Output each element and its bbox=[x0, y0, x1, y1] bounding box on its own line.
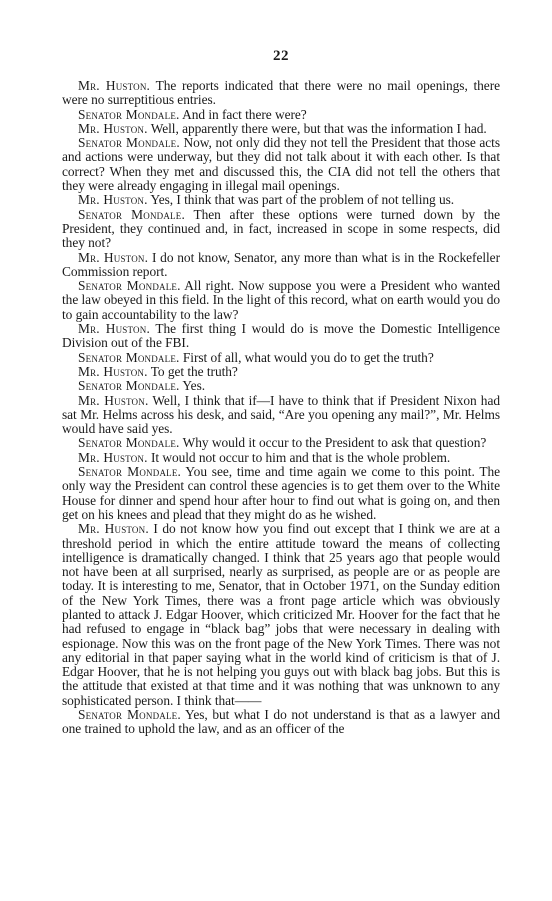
transcript-paragraph bbox=[62, 208, 500, 251]
speaker-name: Mr. Huston. bbox=[78, 192, 148, 208]
speech-text: Yes, but what I do not understand is that as a lawyer and one trained to uphold the law, and as an officer of the bbox=[62, 707, 500, 737]
speech-text: Now, not only did they not tell the President that those acts and actions were underway, but they did not talk about it with each other. Is that correct? When they met and discussed this, the CIA did not tell the others that they were already engaging in illegal mail openings. bbox=[62, 135, 500, 194]
transcript-paragraph bbox=[62, 79, 500, 108]
transcript-paragraph bbox=[62, 136, 500, 193]
speaker-name: Mr. Huston. bbox=[78, 321, 150, 337]
speaker-name: Senator Mondale. bbox=[78, 206, 186, 222]
transcript-paragraph bbox=[62, 465, 500, 522]
speaker-name: Senator Mondale. bbox=[78, 349, 180, 365]
speech-text: Well, I think that if—I have to think that if President Nixon had sat Mr. Helms across his desk, and said, “Are you opening any mail?”, Mr. Helms would have said yes. bbox=[62, 392, 500, 437]
transcript-paragraph bbox=[62, 251, 500, 280]
transcript-paragraph bbox=[62, 193, 500, 207]
speech-text: It would not occur to him and that is the whole problem. bbox=[147, 449, 451, 465]
document-page bbox=[62, 48, 500, 737]
transcript-paragraph bbox=[62, 394, 500, 437]
speaker-name: Senator Mondale. bbox=[78, 707, 181, 723]
speaker-name: Senator Mondale. bbox=[78, 135, 180, 151]
speaker-name: Senator Mondale. bbox=[78, 278, 181, 294]
transcript-paragraph bbox=[62, 365, 500, 379]
speech-text: The reports indicated that there were no mail openings, there were no surreptitious entries. bbox=[62, 78, 500, 108]
speech-text: You see, time and time again we come to this point. The only way the President can control these agencies is to get them over to the White House for dinner and spend hour after hour to find out what is going on, and then get on his knees and plead that they might do as he wished. bbox=[62, 464, 500, 522]
transcript-paragraph bbox=[62, 322, 500, 351]
speaker-name: Senator Mondale. bbox=[78, 464, 182, 480]
speech-text: Yes, I think that was part of the problem of not telling us. bbox=[147, 192, 455, 208]
speaker-name: Mr. Huston. bbox=[78, 521, 149, 537]
transcript-paragraph bbox=[62, 451, 500, 465]
speaker-name: Senator Mondale. bbox=[78, 435, 180, 451]
speech-text: First of all, what would you do to get the truth? bbox=[179, 349, 434, 365]
speaker-name: Mr. Huston. bbox=[78, 78, 151, 93]
transcript-paragraph bbox=[62, 708, 500, 737]
speech-text: Well, apparently there were, but that was the information I had. bbox=[147, 120, 487, 136]
speaker-name: Mr. Huston. bbox=[78, 120, 148, 136]
transcript-paragraph bbox=[62, 122, 500, 136]
speech-text: The first thing I would do is move the Domestic Intelligence Division out of the FBI. bbox=[62, 321, 500, 351]
transcript-paragraph bbox=[62, 108, 500, 122]
transcript-body bbox=[62, 79, 500, 737]
transcript-paragraph bbox=[62, 436, 500, 450]
speaker-name: Mr. Huston. bbox=[78, 449, 148, 465]
speaker-name: Mr. Huston. bbox=[78, 363, 148, 379]
speech-text: I do not know, Senator, any more than what is in the Rockefeller Commission report. bbox=[62, 249, 500, 279]
speech-text: Then after these options were turned down by the President, they continued and, in fact, increased in scope in some respects, did they not? bbox=[62, 206, 500, 251]
transcript-paragraph bbox=[62, 279, 500, 322]
speaker-name: Senator Mondale. bbox=[78, 106, 180, 122]
speaker-name: Mr. Huston. bbox=[78, 249, 149, 265]
speech-text: Yes. bbox=[179, 378, 206, 394]
speech-text: And in fact there were? bbox=[179, 106, 307, 122]
transcript-paragraph bbox=[62, 379, 500, 393]
speech-text: Why would it occur to the President to ask that question? bbox=[179, 435, 487, 451]
page-number: 22 bbox=[273, 48, 289, 64]
speech-text: All right. Now suppose you were a President who wanted the law obeyed in this field. In the light of this record, what on earth would you do to gain accountability to the law? bbox=[62, 278, 500, 322]
speaker-name: Senator Mondale. bbox=[78, 378, 180, 394]
transcript-paragraph bbox=[62, 522, 500, 708]
speech-text: I do not know how you find out except that I think we are at a threshold period in which the entire attitude toward the means of collecting intelligence is dramatically changed. I think that 25 years ago that people would not have been at all surprised, nearly as surprised, as people are or as people are today. It is interesting to me, Senator, that in October 1971, on the Sunday edition of the New York Times, there was a front page article which was obviously planted to attack J. Edgar Hoover, which criticized Mr. Hoover for the fact that he had refused to engage in “black bag” jobs that were necessary in dealing with espionage. Now this was on the front page of the New York Times. There was not any editorial in that paper saying what in the world kind of criticism is that of J. Edgar Hoover, that he is not helping you guys out with black bag jobs. But this is the attitude that existed at that time and it was nothing that was unknown to any sophisticated person. I think that—— bbox=[62, 521, 500, 708]
speaker-name: Mr. Huston. bbox=[78, 392, 149, 408]
transcript-paragraph bbox=[62, 351, 500, 365]
speech-text: To get the truth? bbox=[147, 363, 238, 379]
